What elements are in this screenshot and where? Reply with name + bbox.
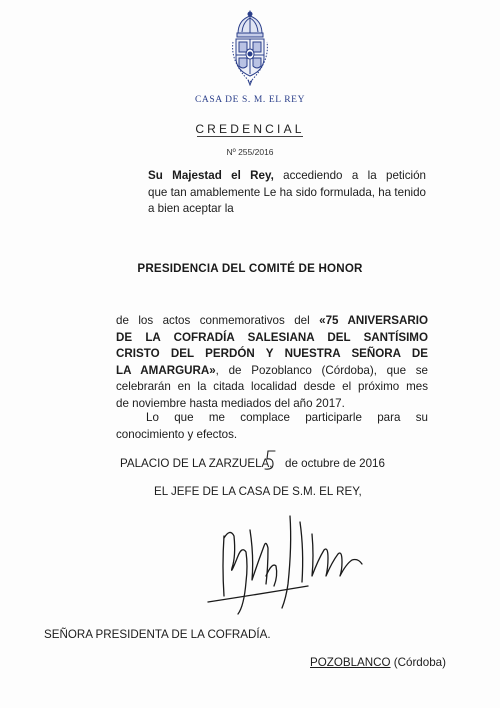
- body-line-4-plain: , de Pozoblanco (Córdoba), que se: [215, 363, 428, 377]
- body-paragraph: [116, 313, 428, 412]
- body-line-1: [116, 313, 428, 330]
- closing-paragraph: [116, 410, 428, 443]
- body-line-1-bold: «75 ANIVERSARIO: [319, 314, 428, 327]
- intro-bold: Su Majestad el Rey,: [148, 169, 274, 182]
- addressee-city: [310, 656, 446, 669]
- closing-line-2: conocimiento y efectos.: [116, 427, 238, 441]
- intro-rest: accediendo a la petición: [273, 169, 426, 182]
- document-number: Nº 255/2016: [226, 147, 274, 157]
- royal-coat-of-arms-icon: [226, 10, 274, 86]
- place-label: PALACIO DE LA ZARZUELA,: [120, 457, 273, 470]
- intro-line-1: [148, 168, 426, 185]
- handwritten-signature: [200, 506, 388, 618]
- handwritten-day-icon: [263, 449, 277, 471]
- body-line-2: DE LA COFRADÍA SALESIANA DEL SANTÍSIMO: [116, 330, 428, 344]
- addressee: SEÑORA PRESIDENTA DE LA COFRADÍA.: [44, 628, 271, 641]
- body-line-5: celebrarán en la citada localidad desde el próximo mes: [116, 380, 428, 393]
- honor-title: PRESIDENCIA DEL COMITÉ DE HONOR: [137, 262, 363, 275]
- title-underline: [197, 136, 303, 137]
- intro-line-2: que tan amablemente Le ha sido formulada, ha tenido: [148, 185, 426, 199]
- body-line-3: CRISTO DEL PERDÓN Y NUESTRA SEÑORA DE: [116, 347, 428, 360]
- closing-line-1: Lo que me complace participarle para su: [146, 411, 428, 424]
- province-name: (Córdoba): [393, 656, 446, 669]
- document-title: CREDENCIAL: [195, 122, 305, 136]
- body-line-4: [116, 363, 428, 380]
- city-name: POZOBLANCO: [310, 656, 391, 669]
- signatory-title: EL JEFE DE LA CASA DE S.M. EL REY,: [154, 485, 362, 498]
- intro-paragraph: [148, 168, 426, 218]
- body-line-1-plain: de los actos conmemorativos del: [116, 314, 320, 327]
- royal-house-name: CASA DE S. M. EL REY: [194, 95, 306, 105]
- body-line-6: de noviembre hasta mediados del año 2017.: [116, 396, 345, 410]
- date-text: de octubre de 2016: [285, 457, 385, 470]
- handwritten-day: [263, 449, 277, 471]
- body-line-4-bold: LA AMARGURA»: [116, 363, 216, 377]
- intro-line-3: a bien aceptar la: [148, 202, 234, 215]
